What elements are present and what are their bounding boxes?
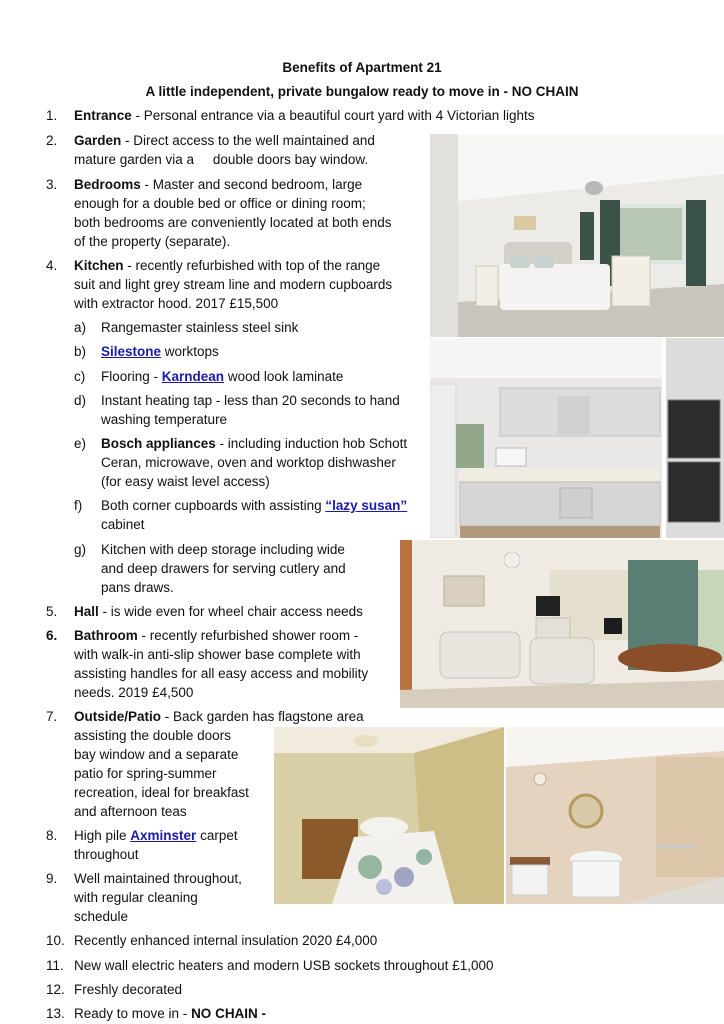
page-title: Benefits of Apartment 21: [282, 60, 442, 75]
item-text: Both corner cupboards with assisting: [101, 498, 326, 513]
item-text: Instant heating tap - less than 20 seconds to hand: [101, 393, 400, 408]
item-text: Flooring -: [101, 369, 162, 384]
item-text: assisting handles for all easy access and mobility: [74, 666, 369, 681]
item-text: recreation, ideal for breakfast: [74, 785, 249, 800]
item-heading: Bathroom: [74, 628, 138, 643]
sub-letter: d): [74, 393, 87, 408]
list-item-bedrooms: [74, 175, 391, 251]
item-text: bay window and a separate: [74, 747, 239, 762]
item-text: Well maintained throughout,: [74, 871, 242, 886]
item-text: with extractor hood. 2017 £15,500: [74, 296, 279, 311]
item-text: pans draws.: [101, 580, 174, 595]
list-item-kitchen: [74, 256, 392, 313]
item-number: 2.: [46, 133, 58, 148]
sub-letter: c): [74, 369, 86, 384]
item-text: with walk-in anti-slip shower base complete with: [74, 647, 361, 662]
lazy-susan-link[interactable]: “lazy susan”: [325, 498, 408, 513]
list-item-ready: [74, 1004, 266, 1023]
item-text: worktops: [161, 344, 219, 359]
item-text: patio for spring-summer: [74, 766, 217, 781]
item-text: - Direct access to the well maintained and: [121, 133, 375, 148]
axminster-link[interactable]: Axminster: [130, 828, 197, 843]
item-text: - Master and second bedroom, large: [140, 177, 363, 192]
list-item-carpet: [74, 826, 238, 864]
item-text: schedule: [74, 909, 129, 924]
kitchen-photo: [430, 338, 724, 538]
list-item-bathroom: [74, 626, 368, 702]
item-text: with regular cleaning: [74, 890, 198, 905]
shower-room-photo: [506, 727, 724, 904]
item-number: 11.: [46, 958, 64, 973]
item-text: Ready to move in -: [74, 1006, 192, 1021]
item-heading: NO CHAIN -: [191, 1006, 267, 1021]
second-bedroom-photo: [274, 727, 504, 904]
item-heading: Outside/Patio: [74, 709, 162, 724]
sub-letter: g): [74, 542, 87, 557]
karndean-link[interactable]: Karndean: [161, 369, 225, 384]
item-text: - recently refurbished with top of the range: [123, 258, 381, 273]
item-number: 4.: [46, 258, 58, 273]
silestone-link[interactable]: Silestone: [101, 344, 162, 359]
item-heading: Kitchen: [74, 258, 124, 273]
sub-letter: a): [74, 320, 87, 335]
item-text: - recently refurbished shower room -: [137, 628, 359, 643]
sub-item-tap: [101, 391, 400, 429]
item-heading: Bedrooms: [74, 177, 141, 192]
list-item-maintenance: [74, 869, 242, 926]
item-text: - is wide even for wheel chair access needs: [98, 604, 363, 619]
sub-item-storage: [101, 540, 346, 597]
item-number: 6.: [46, 628, 58, 643]
item-heading: Bosch appliances: [101, 436, 216, 451]
item-text: carpet: [196, 828, 238, 843]
item-text: Kitchen with deep storage including wide: [101, 542, 345, 557]
item-heading: Garden: [74, 133, 122, 148]
item-text: wood look laminate: [224, 369, 344, 384]
item-number: 12.: [46, 982, 65, 997]
item-text: (for easy waist level access): [101, 474, 270, 489]
item-number: 13.: [46, 1006, 65, 1021]
list-item-hall: [74, 602, 363, 621]
item-text: - including induction hob Schott: [215, 436, 408, 451]
item-text: High pile: [74, 828, 131, 843]
list-item-garden: [74, 131, 375, 169]
item-text: both bedrooms are conveniently located at both ends: [74, 215, 392, 230]
list-item-decorated: Freshly decorated: [74, 982, 183, 997]
item-heading: Entrance: [74, 108, 132, 123]
item-text: cabinet: [101, 517, 145, 532]
list-item-entrance: [74, 106, 535, 125]
item-text: assisting the double doors: [74, 728, 231, 743]
list-item-heaters: New wall electric heaters and modern USB sockets throughout £1,000: [74, 958, 494, 973]
item-text: and afternoon teas: [74, 804, 187, 819]
item-number: 7.: [46, 709, 58, 724]
page-subtitle: A little independent, private bungalow ready to move in - NO CHAIN: [145, 84, 579, 99]
item-number: 8.: [46, 828, 58, 843]
sub-item-appliances: [101, 434, 407, 491]
item-number: 5.: [46, 604, 58, 619]
sub-item-cupboards: [101, 496, 407, 534]
sub-item-worktops: [101, 342, 219, 361]
item-text: throughout: [74, 847, 139, 862]
item-text: Ceran, microwave, oven and worktop dishwasher: [101, 455, 396, 470]
bedroom-photo: [430, 134, 724, 337]
item-text: - Personal entrance via a beautiful court yard with 4 Victorian lights: [131, 108, 535, 123]
item-text: mature garden via a double doors bay window.: [74, 152, 369, 167]
item-text: - Back garden has flagstone area: [161, 709, 364, 724]
item-number: 10.: [46, 933, 65, 948]
item-text: of the property (separate).: [74, 234, 231, 249]
item-text: washing temperature: [101, 412, 228, 427]
item-text: and deep drawers for serving cutlery and: [101, 561, 346, 576]
list-item-insulation: Recently enhanced internal insulation 2020 £4,000: [74, 933, 378, 948]
item-number: 9.: [46, 871, 58, 886]
sub-letter: b): [74, 344, 87, 359]
sub-letter: f): [74, 498, 83, 513]
item-text: needs. 2019 £4,500: [74, 685, 194, 700]
living-room-photo: [400, 540, 724, 708]
item-heading: Hall: [74, 604, 99, 619]
sub-item-sink: Rangemaster stainless steel sink: [101, 320, 299, 335]
item-number: 3.: [46, 177, 58, 192]
sub-item-flooring: [101, 367, 343, 386]
item-text: suit and light grey stream line and modern cupboards: [74, 277, 393, 292]
item-number: 1.: [46, 108, 58, 123]
sub-letter: e): [74, 436, 87, 451]
item-text: enough for a double bed or office or dining room;: [74, 196, 366, 211]
